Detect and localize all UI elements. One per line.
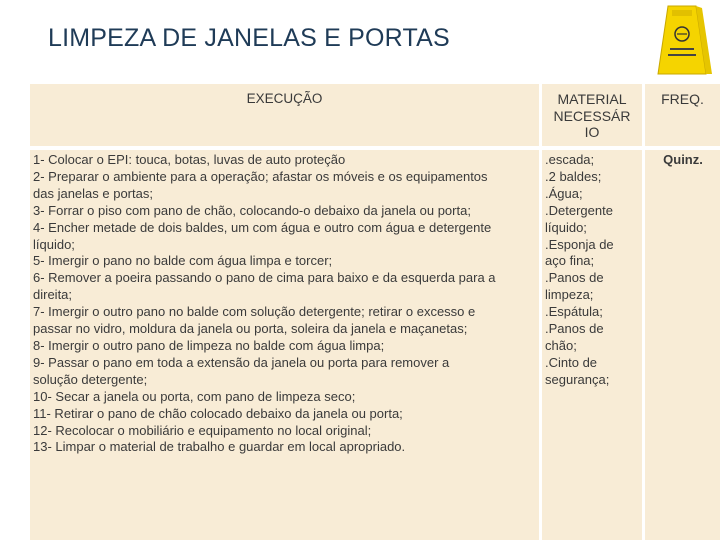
header-divider	[30, 146, 720, 150]
step-line: 12- Recolocar o mobiliário e equipamento no local original;	[33, 422, 372, 438]
step-line: solução detergente;	[33, 371, 148, 387]
material-line: .2 baldes;	[545, 168, 602, 184]
step-line: 9- Passar o pano em toda a extensão da janela ou porta para remover a	[33, 354, 450, 370]
material-line: .Esponja de	[545, 236, 614, 252]
step-line: 4- Encher metade de dois baldes, um com água e outro com água e detergente	[33, 219, 492, 235]
step-line: passar no vidro, moldura da janela ou porta, soleira da janela e maçanetas;	[33, 321, 468, 337]
step-line: líquido;	[33, 236, 75, 252]
material-line: aço fina;	[545, 253, 595, 269]
header-execucao: EXECUÇÃO	[246, 91, 323, 106]
step-line: 11- Retirar o pano de chão colocado debaixo da janela ou porta;	[33, 405, 403, 421]
material-line: .Detergente	[545, 202, 613, 218]
step-line: 1- Colocar o EPI: touca, botas, luvas de auto proteção	[33, 152, 346, 167]
step-line: das janelas e portas;	[33, 185, 153, 201]
header-freq: FREQ.	[661, 91, 704, 107]
wet-floor-caution-sign-icon	[650, 0, 720, 78]
material-line: limpeza;	[545, 287, 594, 303]
step-line: 3- Forrar o piso com pano de chão, colocando-o debaixo da janela ou porta;	[33, 202, 471, 218]
step-line: 10- Secar a janela ou porta, com pano de limpeza seco;	[33, 388, 356, 404]
column-divider	[642, 84, 645, 540]
material-line: .Água;	[545, 185, 583, 201]
step-line: 5- Imergir o pano no balde com água limpa e torcer;	[33, 253, 333, 269]
material-line: .Panos de	[545, 270, 604, 286]
material-line: .Cinto de	[545, 354, 598, 370]
material-line: líquido;	[545, 219, 587, 235]
execution-steps	[33, 152, 537, 456]
step-line: 13- Limpar o material de trabalho e guardar em local apropriado.	[33, 439, 406, 455]
material-line: chão;	[545, 337, 577, 353]
material-line: .Panos de	[545, 321, 604, 337]
frequency-value: Quinz.	[663, 152, 703, 167]
materials-list	[545, 152, 641, 389]
step-line: 7- Imergir o outro pano no balde com solução detergente; retirar o excesso e	[33, 304, 476, 320]
step-line: 6- Remover a poeira passando o pano de cima para baixo e da esquerda para a	[33, 270, 496, 286]
material-line: .Espátula;	[545, 304, 603, 320]
page-title: LIMPEZA DE JANELAS E PORTAS	[48, 24, 450, 52]
procedure-table	[30, 84, 720, 540]
step-line: 8- Imergir o outro pano de limpeza no balde com água limpa;	[33, 337, 385, 353]
column-divider	[539, 84, 542, 540]
step-line: direita;	[33, 287, 73, 303]
step-line: 2- Preparar o ambiente para a operação; afastar os móveis e os equipamentos	[33, 168, 488, 184]
material-line: .escada;	[545, 152, 595, 167]
material-line: segurança;	[545, 371, 610, 387]
header-material: MATERIAL NECESSÁR IO	[553, 91, 631, 140]
